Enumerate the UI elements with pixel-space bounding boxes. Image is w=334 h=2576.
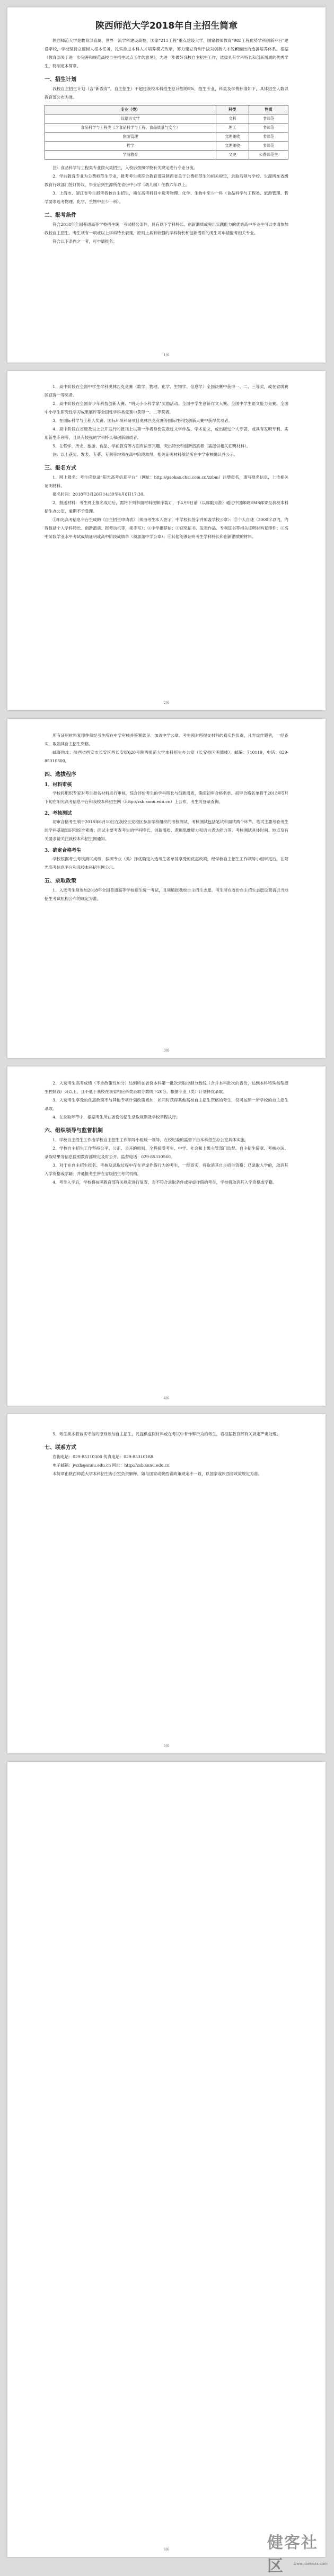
majors-table-header-row [45, 105, 288, 114]
table-cell: 学前教育 [45, 151, 216, 160]
table-cell: 文科 [216, 114, 249, 123]
document-page-6 [7, 1762, 326, 2557]
table-cell: 理工 [216, 123, 249, 133]
section-4-heading: 四、选拔程序 [45, 772, 76, 778]
table-cell: 非师范 [249, 133, 288, 142]
table-cell: 汉语言文学 [45, 114, 216, 123]
document-page-3 [7, 719, 326, 1058]
table-cell: 文史 [216, 151, 249, 160]
section-6-paragraph-3: 3．对于在自主招生报名、考核及录取过程中存在弄虚作假行为的考生，一经查实，将取消其自主招生资格；已录取入学的，取消其入学资格或学籍；并通报考生所在省级招生考试机构。 [45, 1163, 288, 1176]
majors-table-header: 性质 [249, 105, 288, 114]
table-cell: 非师范 [249, 123, 288, 133]
section-2-paragraph-1: 符合2018年全国普通高等学校招生统一考试报名条件，具有以下学科特长、创新潜质或突出实践能力的优秀高中毕业生可以申请参加我校自主招生。考生须有一项或以上学科特长表现，原则上具有较强的学科特长和创新潜质的考生可申请报考相关专业。 [45, 222, 288, 235]
section-1-paragraph-4: 3．上海市、浙江省考生报考我校自主招生，须在高考科目中选考物理、化学、生物中至少一科（食品科学与工程类、旅游管理、哲学要求选考物理、化学、生物中至少一科）。 [45, 191, 288, 204]
list-item: 5．在哲学、历史、旅游、食品、学前教育等方面有浓厚兴趣、突出特长和创新潜质者（需提供相关证明材料）。 [52, 444, 251, 448]
section-1-paragraph-3: 2．学前教育专业为公费师范生专业，报考考生须符合教育部及陕西省关于公费师范生的相关规定，录取后须与学校、生源所在省级教育行政部门签订协议，毕业后到生源所在省份中小学（幼儿园）任教六年以上。 [45, 174, 288, 187]
table-cell: 食品科学与工程类（含食品科学与工程、食品质量与安全） [45, 123, 216, 133]
watermark-brand: 健客社区 [267, 2534, 318, 2575]
section-2-heading: 二、报考条件 [45, 213, 76, 218]
section-4-subheading-3: 3．确定合格考生 [45, 848, 82, 853]
list-item: 4．高中阶段在省级及以上公开发行的报刊上以第一作者身份发表过文学作品、学术论文，或出版过个人专著，或具有发明专利、实用新型专利等，且具有较强的学科特长和创新潜质者。 [45, 427, 288, 440]
list-item: 1．高中阶段在全国中学生学科奥林匹克竞赛（数学、物理、化学、生物学、信息学）全国决赛中获得一、二、三等奖，或在省级赛区获得一等奖者。 [45, 384, 288, 398]
list-item: 2．高中阶段在全国青少年科技创新大赛、“明天小小科学家”奖励活动、全国中学生创新作文大赛、全国中学生语文能力竞赛、全国中小学生研究性学习成果展评等全国性学科类竞赛中获得一、二等奖者。 [45, 401, 288, 414]
section-6-heading: 六、组织领导与监督机制 [45, 1128, 103, 1134]
intro-paragraph: 陕西师范大学是教育部直属，世界一流学科建设高校，国家“211工程”重点建设大学，国家教师教育“985工程优势学科创新平台”建设学校，学校坚持立德树人根本任务，扎实推进本科人才培养模式改革，努力建立有利于拔尖创新人才脱颖而出的选拔培养体系。根据《教育部关于进一步完善和规范高校自主招生试点工作的意见》，为进一步做好我校自主招生工作，选拔具有学科特长和创新潜质的优秀学生，特制定本简章。 [45, 38, 288, 68]
section-6-paragraph-4: 4．考生入学后，学校将按照教育部有关规定进行复查，对不符合录取条件或弄虚作假的考生，学校将取消其入学资格或学籍。 [52, 1180, 277, 1185]
section-5-heading: 五、录取政策 [45, 878, 76, 884]
document-page-5 [7, 1414, 326, 1753]
section-4-paragraph-2: 初审合格考生须于2018年6月10日在我校长安校区参加学校组织的考核测试，考核测试包括笔试和面试两个环节。笔试主要考查考生的学科基础知识和综合素质；面试主要考查考生的学科特长、创新潜质、逻辑思维能力和语言表达能力等。考核测试具体时间、地点及有关要求请关注我校本科招生网通知。 [45, 819, 288, 841]
section-4-paragraph-3: 学校根据考生考核测试成绩，按照专业（类）择优确定入选考生名单及享受的优惠政策，经学校自主招生工作领导小组审定后，在阳光高考信息平台和我校本科招生网公示。 [45, 857, 288, 870]
page-number: 3/6 [163, 1048, 170, 1053]
section-2-paragraph-2: 符合以下条件之一者，可申请报名： [52, 239, 117, 244]
section-6-paragraph-1: 1．学校自主招生工作由学校自主招生工作领导小组统一领导，在校纪委的监督下由本科招生办公室具体实施。 [52, 1137, 249, 1142]
majors-table-header: 专业（类） [45, 105, 216, 114]
document-page-2 [7, 371, 326, 710]
section-6-paragraph-2: 2．学校自主招生工作坚持公平、公正、公开的原则，全程接受考生、中学、社会和上级主管部门监督。自主招生简章、考核办法、录取结果等信息按照教育部规定及时公开。监督电话：029-85310560。 [45, 1146, 288, 1159]
section-5-paragraph-4: 4．在录取环节中，根据考生所在省份的招生录取规则及学校章程执行。 [52, 1115, 180, 1119]
watermark-url: www.jiankezx.com [293, 2562, 328, 2566]
table-cell: 文理兼收 [216, 142, 249, 151]
section-5-paragraph-1: 1．入选考生须参加2018年全国普通高等学校招生统一考试，且须填报我校自主招生志愿。考生所在省份自主招生志愿设置请以当地招生考试机构公布的规定为准。 [45, 888, 288, 901]
section-1-heading: 一、招生计划 [45, 77, 76, 83]
document-title: 陕西师范大学2018年自主招生简章 [95, 21, 238, 31]
majors-table [45, 105, 288, 160]
table-cell: 非师范 [249, 114, 288, 123]
list-item: 3．在国际科学与工程大奖赛、国际环境科研项目奥林匹克竞赛等国际性科技创新大赛中获得奖项者。 [52, 418, 233, 423]
section-3-paragraph-1: 1．网上报名：考生应登录“阳光高考信息平台”（网址：http://gaokao.chsi.com.cn/zzbm）注册报名，填写报名信息，上传相关证明材料。 [45, 475, 288, 488]
contact-email: 电子邮箱：jwzb@snnu.edu.cn 网址：http://zsb.snnu.edu.cn [52, 1463, 170, 1468]
section-5-paragraph-3: 3．入选考生享受的优惠政策不与其他专项计划政策累加，如同时获得其他高校自主招生资格的考生，仅可按照一所学校的自主招生录取。 [45, 1098, 288, 1111]
site-watermark [267, 2534, 330, 2575]
section-3-paragraph-4: ①阳光高考信息平台生成的《自主招生申请表》（须由考生本人签字，中学校长签字并加盖学校公章）；②个人自述（3000字以内，内容包括个人学科特长、创新潜质、报考动机等，须手写）；③中学推荐信；④获奖证书、发表作品、专利证书等相关证明材料复印件；⑤高中阶段学业水平考试成绩证明或高中阶段成绩单（须加盖中学公章）；⑥其他能够证明考生学科特长和创新潜质的材料。 [45, 517, 288, 539]
table-cell: 哲学 [45, 142, 216, 151]
majors-table-header: 科类 [216, 105, 249, 114]
table-row [45, 123, 288, 133]
section-3-paragraph-5: 所有证明材料复印件须经考生所在中学审核并签署意见、加盖中学公章。考生须对所提交材料的真实性负责，凡弄虚作假者，一经查实，取消其自主招生资格。 [45, 733, 288, 746]
section-4-subheading-2: 2．考核测试 [45, 811, 72, 816]
section-4-subheading-1: 1．材料审核 [45, 782, 72, 788]
page-number: 1/6 [163, 353, 170, 357]
closing-statement: 本简章由陕西师范大学本科招生办公室负责解释。如与国家或陕西省政策规定不一致，以国家或陕西省政策规定为准。 [52, 1471, 262, 1476]
section-2-note: 注：以上获奖、发表、专著、专利等均须在高中阶段取得，相关证明材料须经所在中学审核确认并公示。 [52, 452, 238, 457]
section-3-paragraph-6: 邮寄地址：陕西省西安市长安区西长安街620号陕西师范大学本科招生办公室（长安校区明德楼），邮编：710119，电话：029-85310300。 [45, 750, 288, 763]
section-6-paragraph-5: 5．考生须本着诚实守信的原则参加自主招生，凡提供虚假材料或在考试中有作弊行为的考生，将根据教育部有关规定严肃处理。 [52, 1432, 281, 1436]
table-cell: 公费师范生 [249, 151, 288, 160]
table-row [45, 114, 288, 123]
page-number: 6/6 [163, 2547, 170, 2552]
section-3-heading: 三、报名方式 [45, 465, 76, 471]
section-1-paragraph-1: 我校自主招生计划（含“新教育”、自主招生）不超过我校本科招生总计划的5%，招生专业、科类及学费标准如下，具体招生人数以教育部公布为准。 [45, 86, 288, 100]
section-1-note: 注：食品科学与工程类专业按大类招生，入校后按照学校有关规定进行专业分流。 [52, 165, 198, 170]
document-page-1 [7, 7, 326, 363]
document-page-4 [7, 1066, 326, 1406]
contact-phone: 咨询电话：029-85310300 传真电话：029-85310188 [52, 1454, 153, 1459]
table-row [45, 142, 288, 151]
table-row [45, 133, 288, 142]
page-number: 5/6 [163, 1744, 170, 1748]
table-cell: 旅游管理 [45, 133, 216, 142]
table-row [45, 151, 288, 160]
section-3-paragraph-2: 报名时间：2018年3月26日14:30至4月8日17:30。 [52, 492, 147, 497]
section-3-paragraph-3: 2．报送材料：考生网上报名成功后，需将下列书面材料按顺序装订，于4月9日前（以邮戳为准）通过中国邮政EMS邮寄至我校本科招生办公室，逾期不予受理。 [45, 500, 288, 514]
page-number: 2/6 [163, 701, 170, 705]
section-4-paragraph-1: 学校将组织专家对考生报名材料进行审核，综合评价考生的学科特长与创新潜质，确定初审合格名单。初审合格名单将于2018年5月下旬在阳光高考信息平台和我校本科招生网（http://zsb.snnu.edu.cn）上公布，考生可登录查询。 [45, 791, 288, 804]
section-5-paragraph-2: 2．入选考生高考成绩（不含政策性加分）达到所在省份本科第一批次录取控制分数线（合并本科批次的省份，达到本科特殊类型招生控制线）及以上，且不低于我校在该省相应科类录取分数线下20分，根据专业（类）计划择优录取。 [45, 1081, 288, 1094]
page-number: 4/6 [163, 1396, 170, 1400]
table-cell: 文理兼收 [216, 133, 249, 142]
table-cell: 非师范 [249, 142, 288, 151]
section-7-heading: 七、联系方式 [45, 1445, 76, 1451]
